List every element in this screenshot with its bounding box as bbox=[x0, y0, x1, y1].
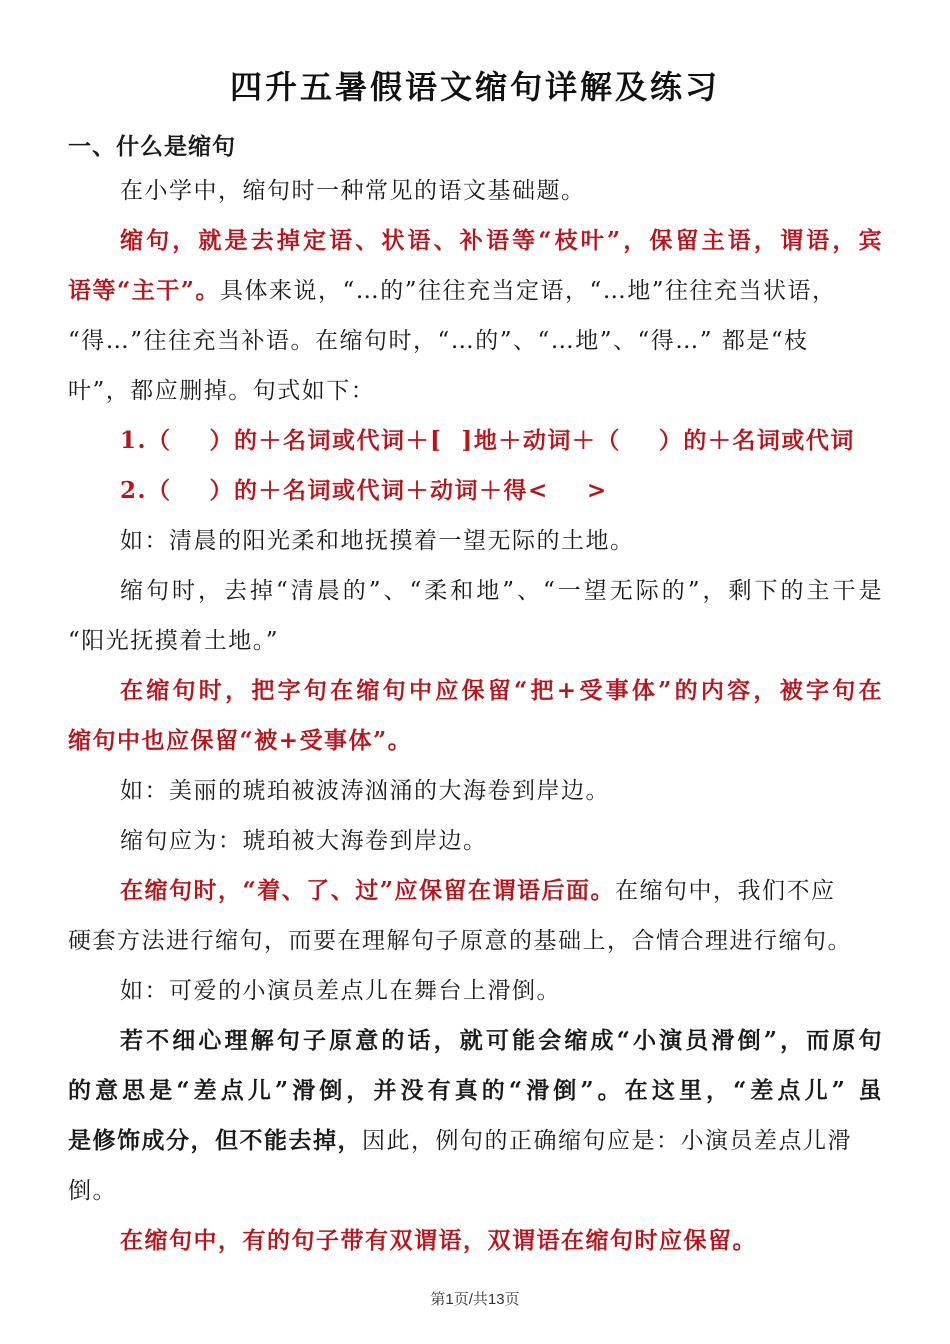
rule-explanation: 具体来说，“…的”往往充当定语，“…地”往往充当状语， bbox=[219, 278, 837, 304]
example-3-explanation-cont bbox=[68, 1126, 883, 1156]
rule-ba-bei-cont: 缩句中也应保留“被+受事体”。 bbox=[68, 727, 413, 754]
example-1-explanation: 缩句时，去掉“清晨的”、“柔和地”、“一望无际的”，剩下的主干是 bbox=[120, 578, 883, 604]
example-3-normal-part: 因此，例句的正确缩句应是：小演员差点儿滑 bbox=[362, 1128, 852, 1154]
example-2: 如：美丽的琥珀被波涛汹涌的大海卷到岸边。 bbox=[120, 778, 610, 804]
rule-definition: 缩句，就是去掉定语、状语、补语等“枝叶”，保留主语，谓语，宾 bbox=[120, 227, 883, 254]
example-3-bold-part: 是修饰成分，但不能去掉， bbox=[68, 1127, 362, 1154]
rule-explanation-line: “得…”往往充当补语。在缩句时，“…的”、“…地”、“得…” 都是“枝 bbox=[68, 328, 809, 354]
example-3-explanation-end: 倒。 bbox=[68, 1178, 117, 1204]
formula-1: 1.（ ）的＋名词或代词＋[ ]地＋动词＋（ ）的＋名词或代词 bbox=[120, 427, 855, 454]
rule-aspect-cont: 硬套方法进行缩句，而要在理解句子原意的基础上，合情合理进行缩句。 bbox=[68, 928, 852, 954]
rule-aspect-particles bbox=[120, 876, 883, 906]
page-number: 第1页/共13页 bbox=[430, 1291, 520, 1308]
page-title: 四升五暑假语文缩句详解及练习 bbox=[229, 68, 720, 106]
example-2-answer: 缩句应为：琥珀被大海卷到岸边。 bbox=[120, 828, 488, 854]
example-1: 如：清晨的阳光柔和地抚摸着一望无际的土地。 bbox=[120, 528, 635, 554]
rule-aspect-red: 在缩句时，“着、了、过”应保留在谓语后面。 bbox=[120, 877, 615, 904]
example-3-explanation: 若不细心理解句子原意的话，就可能会缩成“小演员滑倒”，而原句 bbox=[120, 1027, 883, 1054]
paragraph: 在小学中，缩句时一种常见的语文基础题。 bbox=[120, 178, 586, 204]
rule-double-predicate: 在缩句中，有的句子带有双谓语，双谓语在缩句时应保留。 bbox=[120, 1227, 757, 1254]
rule-aspect-note: 在缩句中，我们不应 bbox=[614, 878, 836, 904]
example-3: 如：可爱的小演员差点儿在舞台上滑倒。 bbox=[120, 978, 561, 1004]
section-heading: 一、什么是缩句 bbox=[68, 133, 236, 160]
rule-explanation-line: 叶”，都应删掉。句式如下： bbox=[68, 378, 376, 404]
rule-definition-end: 语等“主干”。 bbox=[68, 277, 220, 304]
example-1-explanation-cont: “阳光抚摸着土地。” bbox=[68, 628, 280, 654]
rule-ba-bei: 在缩句时，把字句在缩句中应保留“把+受事体”的内容，被字句在 bbox=[120, 677, 883, 704]
formula-2: 2.（ ）的＋名词或代词＋动词＋得< > bbox=[120, 477, 608, 504]
rule-definition-cont bbox=[68, 276, 883, 306]
example-3-explanation-cont: 的意思是“差点儿”滑倒，并没有真的“滑倒”。在这里，“差点儿” 虽 bbox=[68, 1077, 883, 1104]
